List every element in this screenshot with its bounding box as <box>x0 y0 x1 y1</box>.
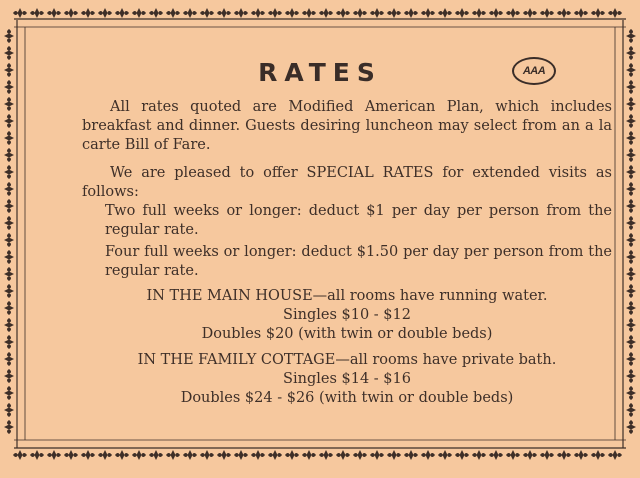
special-rate-four-weeks: Four full weeks or longer: deduct $1.50 per day per person from the regular rate. <box>105 244 612 279</box>
family-cottage-section <box>82 351 612 408</box>
special-rate-two-weeks: Two full weeks or longer: deduct $1 per day per person from the regular rate. <box>105 203 612 238</box>
border-top <box>13 8 626 27</box>
family-cottage-singles: Singles $14 - $16 <box>283 371 411 387</box>
main-house-doubles: Doubles $20 (with twin or double beds) <box>201 326 493 342</box>
main-house-section <box>82 287 612 344</box>
plan-description: All rates quoted are Modified American Plan, which includes breakfast and dinner. Guests desiring luncheon may select from an a la carte Bill of Fare. <box>82 99 612 153</box>
family-cottage-doubles: Doubles $24 - $26 (with twin or double beds) <box>180 390 514 406</box>
rates-content <box>82 98 612 408</box>
family-cottage-heading: IN THE FAMILY COTTAGE—all rooms have private bath. <box>137 352 557 368</box>
aaa-logo: AAA <box>512 57 556 85</box>
page-title: RATES <box>258 58 382 87</box>
special-rates-list <box>105 202 612 281</box>
main-house-singles: Singles $10 - $12 <box>283 307 411 323</box>
special-rates-intro: We are pleased to offer SPECIAL RATES for extended visits as follows: <box>82 165 612 200</box>
border-bottom <box>13 440 626 460</box>
main-house-heading: IN THE MAIN HOUSE—all rooms have running water. <box>146 288 548 304</box>
